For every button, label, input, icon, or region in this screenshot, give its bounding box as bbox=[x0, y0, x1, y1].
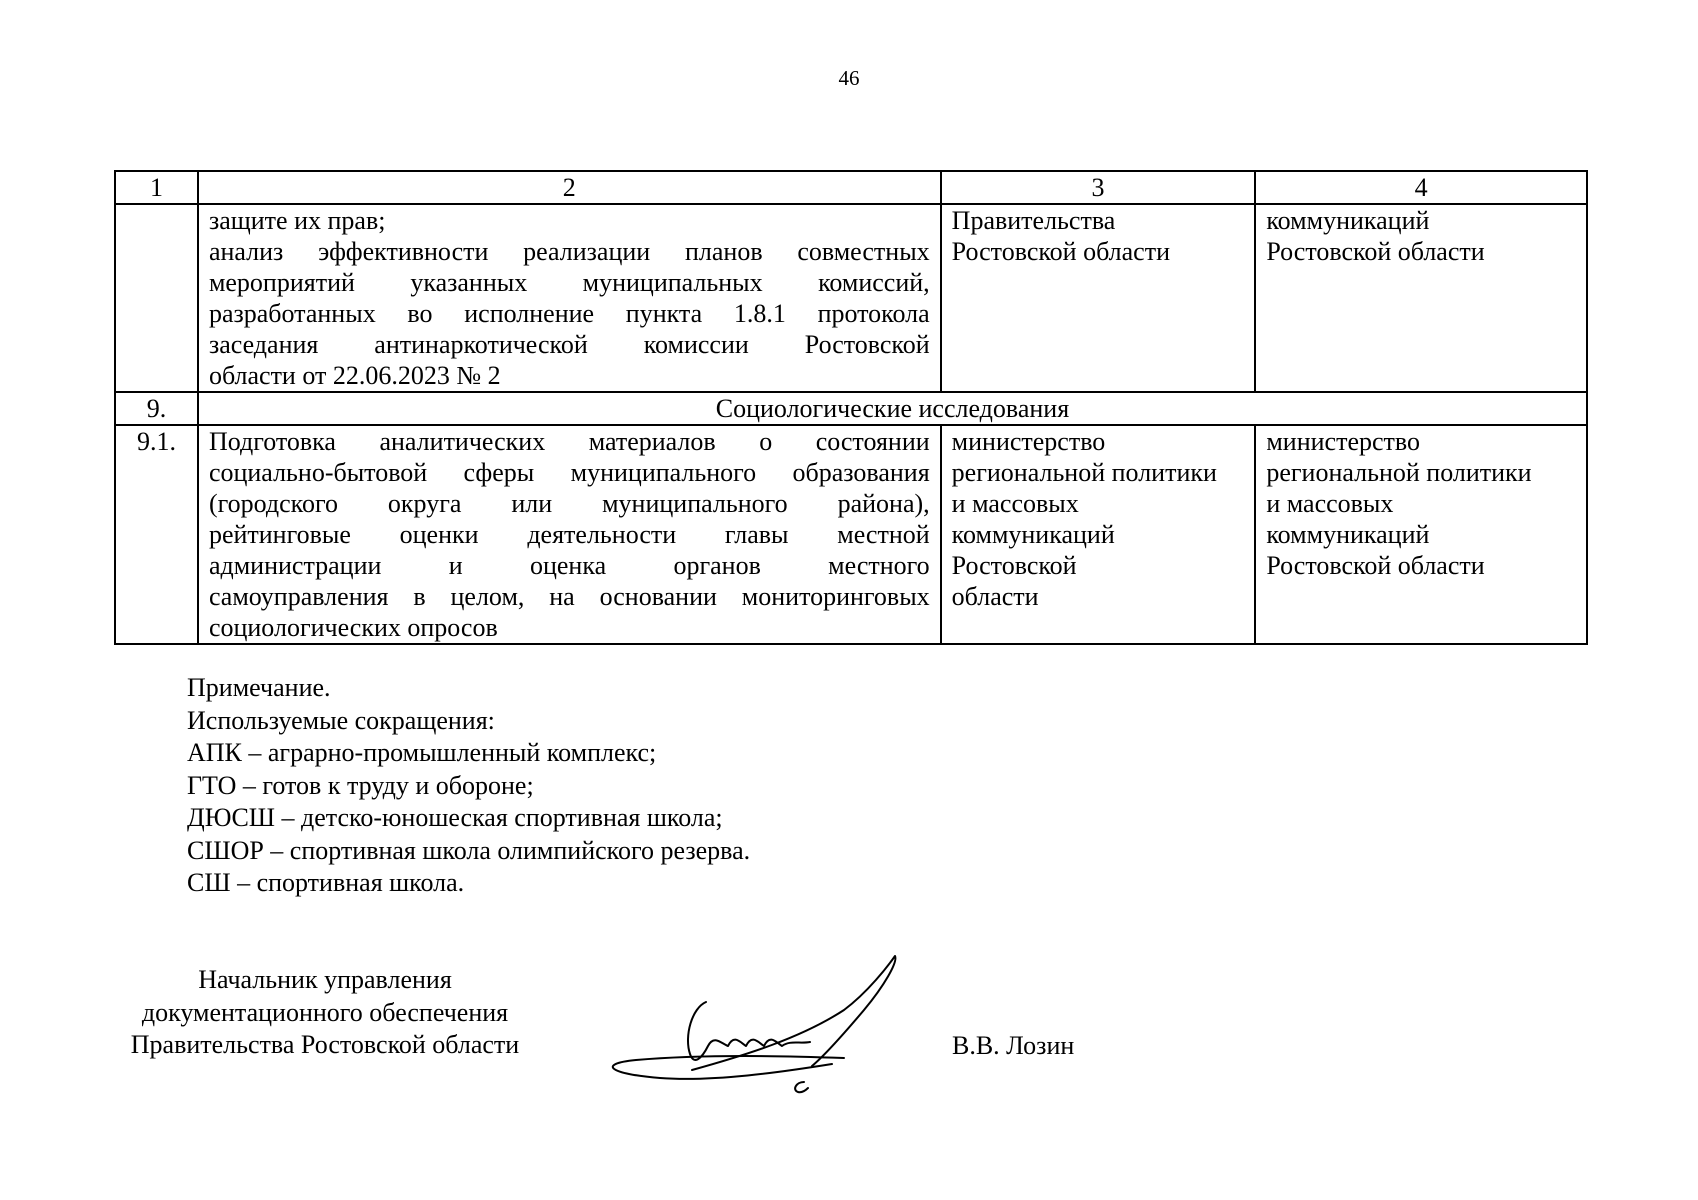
activities-table bbox=[114, 170, 1588, 645]
description-line: анализ эффективности реализации планов совместных bbox=[208, 237, 930, 266]
executor-line: области bbox=[951, 582, 1039, 611]
description-line: администрации и оценка органов местного bbox=[208, 551, 930, 580]
table-row-9-1 bbox=[115, 425, 1587, 644]
description-line: (городского округа или муниципального района), bbox=[208, 489, 930, 518]
header-col-4: 4 bbox=[1255, 171, 1587, 204]
coexecutor-line: Ростовской области bbox=[1266, 237, 1485, 266]
description-line: социально-бытовой сферы муниципального образования bbox=[208, 458, 930, 487]
abbreviation-item: ГТО – готов к труду и обороне; bbox=[187, 770, 534, 800]
table-row-continuation bbox=[115, 204, 1587, 392]
row-description bbox=[198, 425, 941, 644]
executor-line: Ростовской bbox=[951, 551, 1077, 580]
row-description bbox=[198, 204, 941, 392]
description-line: рейтинговые оценки деятельности главы местной bbox=[208, 520, 930, 549]
coexecutor-line: и массовых bbox=[1266, 489, 1394, 518]
abbreviation-item: ДЮСШ – детско-юношеская спортивная школа; bbox=[187, 803, 723, 832]
coexecutor-line: министерство bbox=[1266, 427, 1420, 456]
description-line: мероприятий указанных муниципальных комиссий, bbox=[208, 268, 930, 297]
executor-line: Правительства bbox=[951, 206, 1116, 235]
position-line: Правительства Ростовской области bbox=[130, 1030, 520, 1059]
abbreviation-item: СШОР – спортивная школа олимпийского резерва. bbox=[187, 835, 751, 865]
executor-line: региональной политики bbox=[951, 458, 1217, 487]
signatory-name: В.В. Лозин bbox=[952, 1031, 1075, 1060]
executor-line: коммуникаций bbox=[951, 520, 1115, 549]
notes-block bbox=[187, 672, 750, 900]
position-line: Начальник управления bbox=[198, 965, 452, 994]
table-header-row bbox=[115, 171, 1587, 204]
abbreviations-heading: Используемые сокращения: bbox=[187, 705, 495, 735]
section-number: 9. bbox=[115, 392, 198, 425]
header-col-2: 2 bbox=[198, 171, 941, 204]
abbreviation-item: АПК – аграрно-промышленный комплекс; bbox=[187, 738, 657, 767]
row-coexecutor bbox=[1255, 204, 1587, 392]
section-title: Социологические исследования bbox=[198, 392, 1587, 425]
executor-line: и массовых bbox=[951, 489, 1079, 518]
description-line: разработанных во исполнение пункта 1.8.1 протокола bbox=[208, 299, 930, 328]
table-row-section bbox=[115, 392, 1587, 425]
description-line: области от 22.06.2023 № 2 bbox=[208, 361, 501, 390]
row-executor bbox=[941, 204, 1256, 392]
row-number: 9.1. bbox=[115, 425, 198, 644]
note-heading: Примечание. bbox=[187, 673, 331, 702]
description-line: социологических опросов bbox=[208, 613, 498, 642]
description-line: заседания антинаркотической комиссии Ростовской bbox=[208, 330, 930, 359]
header-col-3: 3 bbox=[941, 171, 1256, 204]
coexecutor-line: Ростовской области bbox=[1266, 551, 1485, 580]
executor-line: Ростовской области bbox=[951, 237, 1170, 266]
coexecutor-line: коммуникаций bbox=[1266, 520, 1430, 549]
description-line: защите их прав; bbox=[208, 206, 386, 235]
row-coexecutor bbox=[1255, 425, 1587, 644]
description-line: самоуправления в целом, на основании мониторинговых bbox=[208, 582, 930, 611]
handwritten-signature bbox=[596, 950, 926, 1100]
signatory-position bbox=[112, 964, 538, 1062]
header-col-1: 1 bbox=[115, 171, 198, 204]
row-number bbox=[115, 204, 198, 392]
row-executor bbox=[941, 425, 1256, 644]
position-line: документационного обеспечения bbox=[141, 997, 509, 1027]
coexecutor-line: региональной политики bbox=[1266, 458, 1532, 487]
coexecutor-line: коммуникаций bbox=[1266, 206, 1430, 235]
abbreviation-item: СШ – спортивная школа. bbox=[187, 868, 465, 897]
executor-line: министерство bbox=[951, 427, 1106, 456]
description-line: Подготовка аналитических материалов о состоянии bbox=[208, 427, 930, 456]
page-number: 46 bbox=[838, 66, 860, 90]
